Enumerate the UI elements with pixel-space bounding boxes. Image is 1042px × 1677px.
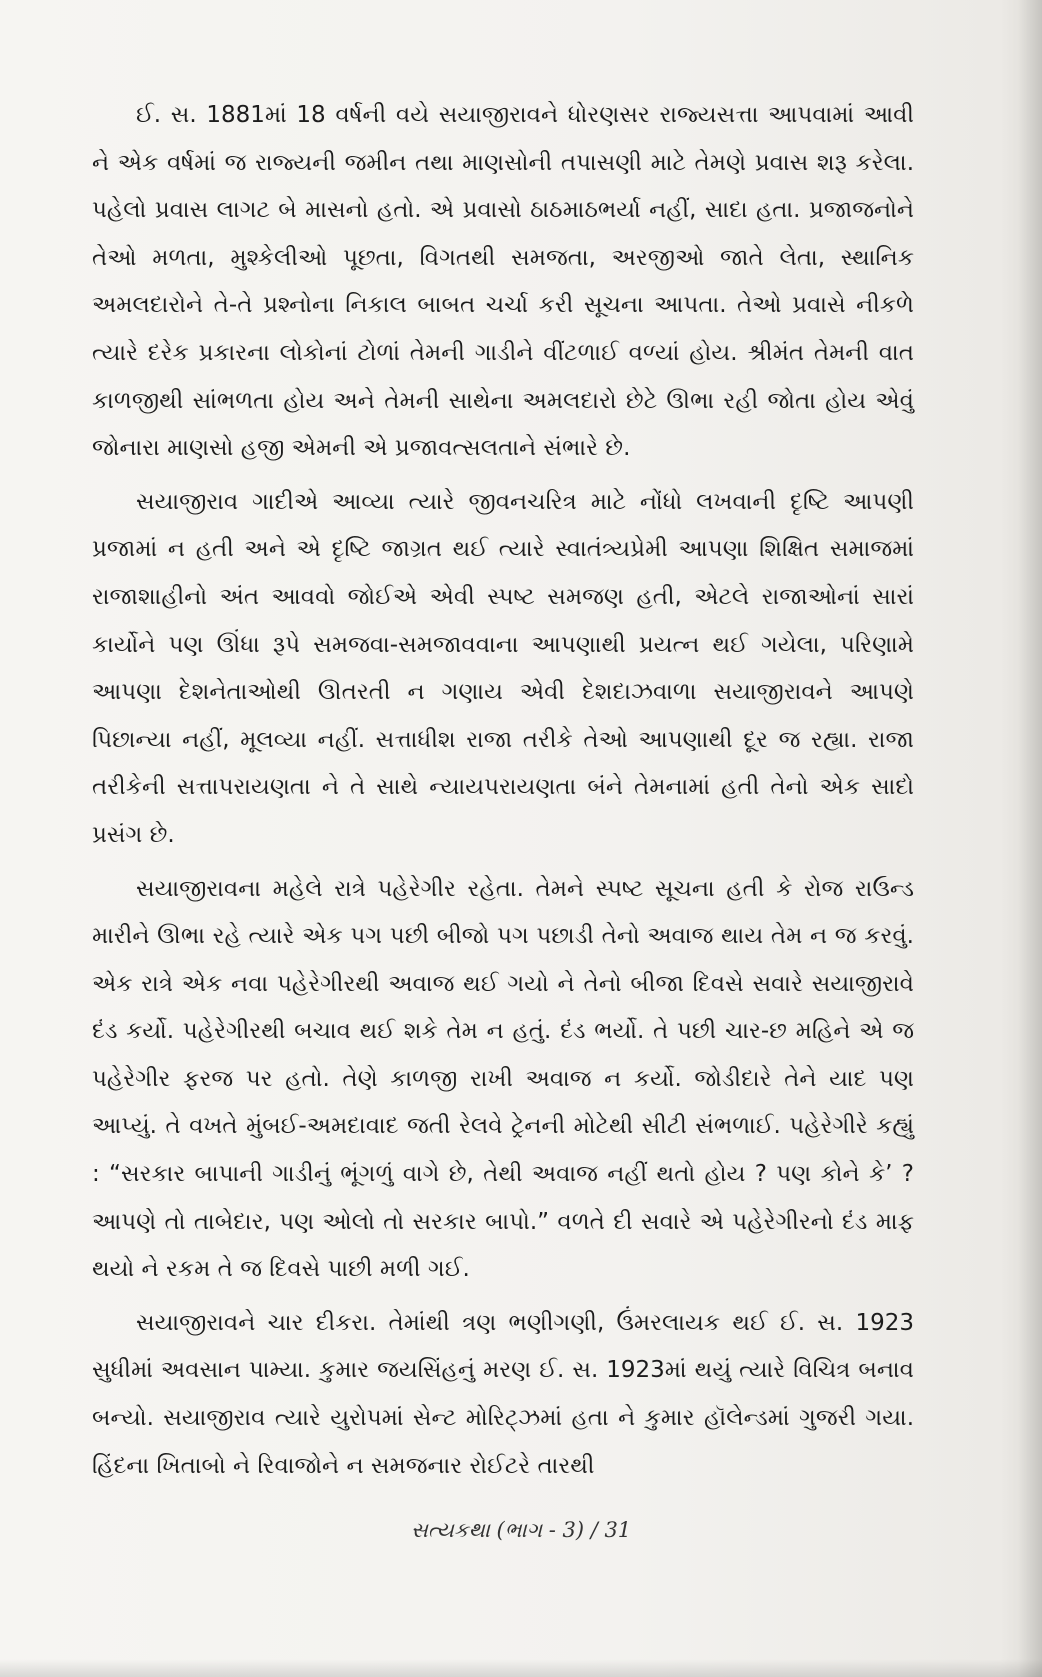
paragraph-4: સયાજીરાવને ચાર દીકરા. તેમાંથી ત્રણ ભણીગણી, ઉંમરલાયક થઈ ઈ. સ. 1923 સુધીમાં અવસાન પામ્યા. કુમાર જયસિંહનું મરણ ઈ. સ. 1923માં થયું ત્યારે વિચિત્ર બનાવ બન્યો. સયાજીરાવ ત્યારે યુરોપમાં સેન્ટ મોરિટ્ઝમાં હતા ને કુમાર હૉલેન્ડમાં ગુજરી ગયા. હિંદના ખિતાબો ને રિવાજોને ન સમજનાર રોઈટરે તારથી	[92, 1309, 914, 1479]
page-bottom-edge	[0, 1659, 1042, 1677]
page-footer: સત્યકથા (ભાગ - 3) / 31	[410, 1518, 632, 1542]
paragraph-1: ઈ. સ. 1881માં 18 વર્ષની વયે સયાજીરાવને ધોરણસર રાજ્યસત્તા આપવામાં આવી ને એક વર્ષમાં જ રાજ્યની જમીન તથા માણસોની તપાસણી માટે તેમણે પ્રવાસ શરૂ કરેલા. પહેલો પ્રવાસ લાગટ બે માસનો હતો. એ પ્રવાસો ઠાઠમાઠભર્યા નહીં, સાદા હતા. પ્રજાજનોને તેઓ મળતા, મુશ્કેલીઓ પૂછતા, વિગતથી સમજતા, અરજીઓ જાતે લેતા, સ્થાનિક અમલદારોને તે-તે પ્રશ્નોના નિકાલ બાબત ચર્ચા કરી સૂચના આપતા. તેઓ પ્રવાસે નીકળે ત્યારે દરેક પ્રકારના લોકોનાં ટોળાં તેમની ગાડીને વીંટળાઈ વળ્યાં હોય. શ્રીમંત તેમની વાત કાળજીથી સાંભળતા હોય અને તેમની સાથેના અમલદારો છેટે ઊભા રહી જોતા હોય એવું જોનારા માણસો હજી એમની એ પ્રજાવત્સલતાને સંભારે છે.	[92, 102, 914, 462]
page-spine-shadow	[1018, 0, 1042, 1677]
body-text	[92, 92, 914, 1490]
paragraph-2: સયાજીરાવ ગાદીએ આવ્યા ત્યારે જીવનચરિત્ર માટે નોંધો લખવાની દૃષ્ટિ આપણી પ્રજામાં ન હતી અને એ દૃષ્ટિ જાગ્રત થઈ ત્યારે સ્વાતંત્ર્યપ્રેમી આપણા શિક્ષિત સમાજમાં રાજાશાહીનો અંત આવવો જોઈએ એવી સ્પષ્ટ સમજણ હતી, એટલે રાજાઓનાં સારાં કાર્યોને પણ ઊંધા રૂપે સમજવા-સમજાવવાના આપણાથી પ્રયત્ન થઈ ગયેલા, પરિણામે આપણા દેશનેતાઓથી ઊતરતી ન ગણાય એવી દેશદાઝવાળા સયાજીરાવને આપણે પિછાન્યા નહીં, મૂલવ્યા નહીં. સત્તાધીશ રાજા તરીકે તેઓ આપણાથી દૂર જ રહ્યા. રાજા તરીકેની સત્તાપરાયણતા ને તે સાથે ન્યાયપરાયણતા બંને તેમનામાં હતી તેનો એક સાદો પ્રસંગ છે.	[92, 488, 914, 848]
paragraph-3: સયાજીરાવના મહેલે રાત્રે પહેરેગીર રહેતા. તેમને સ્પષ્ટ સૂચના હતી કે રોજ રાઉન્ડ મારીને ઊભા રહે ત્યારે એક પગ પછી બીજો પગ પછાડી તેનો અવાજ થાય તેમ ન જ કરવું. એક રાત્રે એક નવા પહેરેગીરથી અવાજ થઈ ગયો ને તેનો બીજા દિવસે સવારે સયાજીરાવે દંડ કર્યો. પહેરેગીરથી બચાવ થઈ શકે તેમ ન હતું. દંડ ભર્યો. તે પછી ચાર-છ મહિને એ જ પહેરેગીર ફરજ પર હતો. તેણે કાળજી રાખી અવાજ ન કર્યો. જોડીદારે તેને યાદ પણ આપ્યું. તે વખતે મુંબઈ-અમદાવાદ જતી રેલવે ટ્રેનની મોટેથી સીટી સંભળાઈ. પહેરેગીરે કહ્યું : “સરકાર બાપાની ગાડીનું ભૂંગળું વાગે છે, તેથી અવાજ નહીં થતો હોય ? પણ કોને કે’ ? આપણે તો તાબેદાર, પણ ઓલો તો સરકાર બાપો.” વળતે દી સવારે એ પહેરેગીરનો દંડ માફ થયો ને રકમ તે જ દિવસે પાછી મળી ગઈ.	[92, 875, 914, 1283]
